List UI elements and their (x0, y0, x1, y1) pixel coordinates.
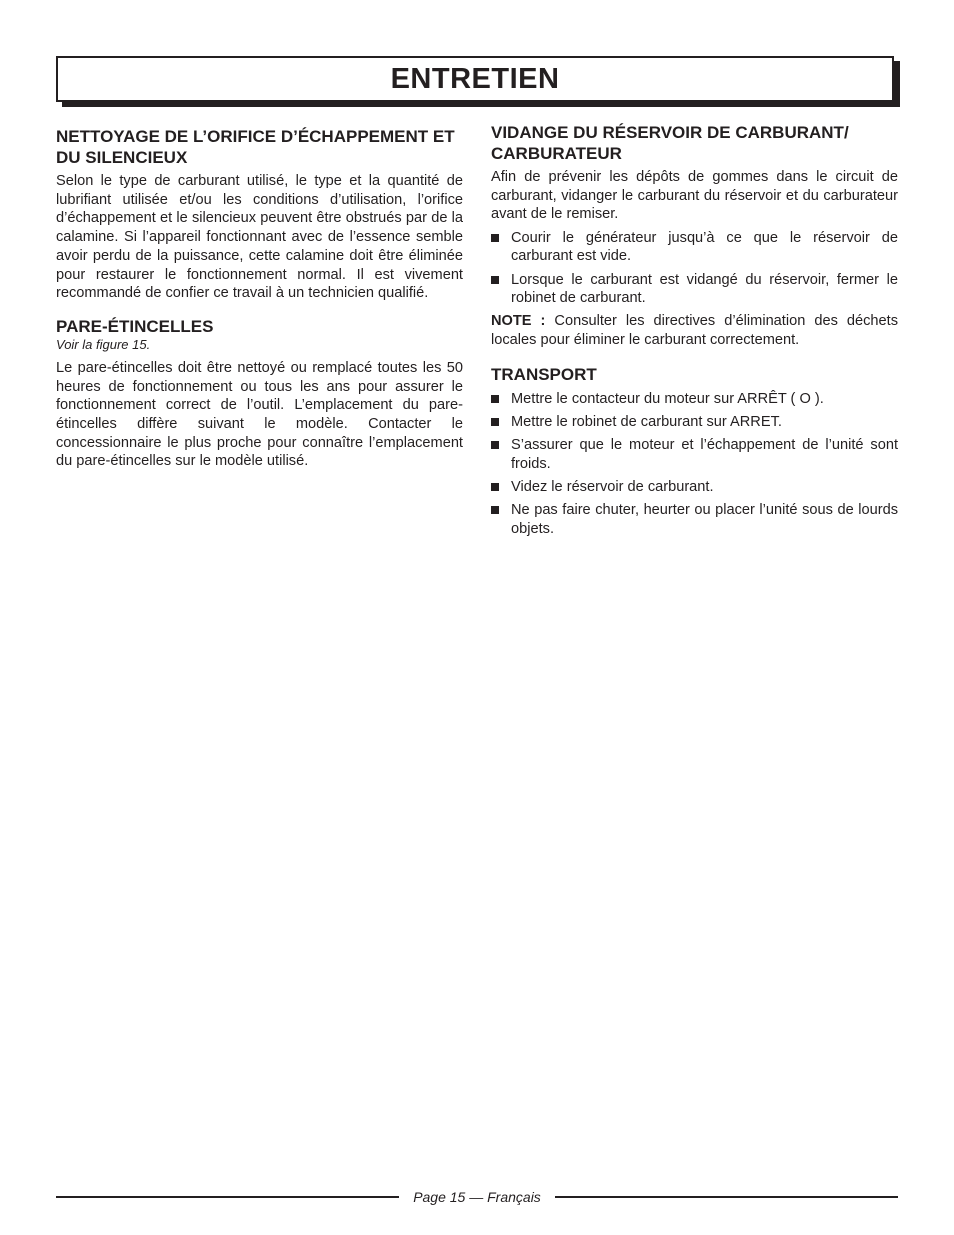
section-body-exhaust: Selon le type de carburant utilisé, le type et la quantité de lubrifiant utilisée et/ou les conditions d’utilisation, l’orifice d’échappement et le silencieux peuvent être obstrués par de la calamine. Si l’appareil fonctionnant avec de l’essence semble avoir perdu de la puissance, cette calamine doit être éliminée pour restaurer le fonctionnement normal. Il est vivement recommandé de confier ce travail à un technicien qualifié. (56, 173, 463, 302)
square-bullet-icon (491, 418, 499, 426)
note-paragraph (491, 312, 898, 349)
list-item (491, 271, 898, 308)
section-heading-fuel-drain: VIDANGE DU RÉSERVOIR DE CARBURANT/ CARBURATEUR (491, 123, 849, 163)
section-body-fuel-drain: Afin de prévenir les dépôts de gommes dans le circuit de carburant, vidanger le carburant du réservoir et du carburateur avant de le remiser. (491, 169, 898, 223)
left-column (56, 120, 463, 471)
footer-rule-left (56, 1196, 399, 1198)
note-text: Consulter les directives d’élimination des déchets locales pour éliminer le carburant correctement. (491, 312, 898, 348)
square-bullet-icon (491, 441, 499, 449)
list-item (491, 229, 898, 266)
page-title: ENTRETIEN (390, 62, 560, 95)
section-body-spark-arrestor: Le pare-étincelles doit être nettoyé ou remplacé toutes les 50 heures de fonctionnement ou tous les ans pour assurer le fonctionnement correct de l’outil. L’emplacement du pare-étincelles diffère suivant le modèle. Contacter le concessionnaire le plus proche pour connaître l’emplacement du pare-étincelles sur le modèle utilisé. (56, 359, 463, 470)
right-column (491, 120, 898, 539)
list-item-text: Courir le générateur jusqu’à ce que le réservoir de carburant est vide. (511, 229, 898, 265)
figure-reference: Voir la figure 15. (56, 336, 151, 352)
note-label: NOTE : (491, 312, 546, 329)
square-bullet-icon (491, 483, 499, 491)
list-item-text: Mettre le contacteur du moteur sur ARRÊT ( O ). (511, 390, 824, 407)
square-bullet-icon (491, 234, 499, 242)
list-item-text: Videz le réservoir de carburant. (511, 479, 714, 496)
transport-list (491, 390, 898, 539)
list-item (491, 478, 898, 497)
footer-rule-right (555, 1196, 898, 1198)
square-bullet-icon (491, 276, 499, 284)
list-item-text: Lorsque le carburant est vidangé du réservoir, fermer le robinet de carburant. (511, 271, 898, 307)
list-item (491, 501, 898, 538)
list-item-text: Ne pas faire chuter, heurter ou placer l’unité sous de lourds objets. (511, 502, 898, 538)
list-item (491, 436, 898, 473)
list-item (491, 413, 898, 432)
section-heading-transport: TRANSPORT (491, 365, 597, 385)
list-item (491, 390, 898, 409)
fuel-drain-list (491, 229, 898, 308)
list-item-text: S’assurer que le moteur et l’échappement de l’unité sont froids. (511, 437, 898, 472)
list-item-text: Mettre le robinet de carburant sur ARRET. (511, 414, 782, 431)
title-banner (56, 56, 894, 102)
square-bullet-icon (491, 395, 499, 403)
footer-page-label: Page 15 — Français (413, 1189, 541, 1205)
page-footer (56, 1187, 898, 1207)
square-bullet-icon (491, 506, 499, 514)
section-heading-spark-arrestor: PARE-ÉTINCELLES (56, 316, 214, 336)
section-heading-exhaust: NETTOYAGE DE L’ORIFICE D’ÉCHAPPEMENT ET DU SILENCIEUX (56, 127, 455, 167)
